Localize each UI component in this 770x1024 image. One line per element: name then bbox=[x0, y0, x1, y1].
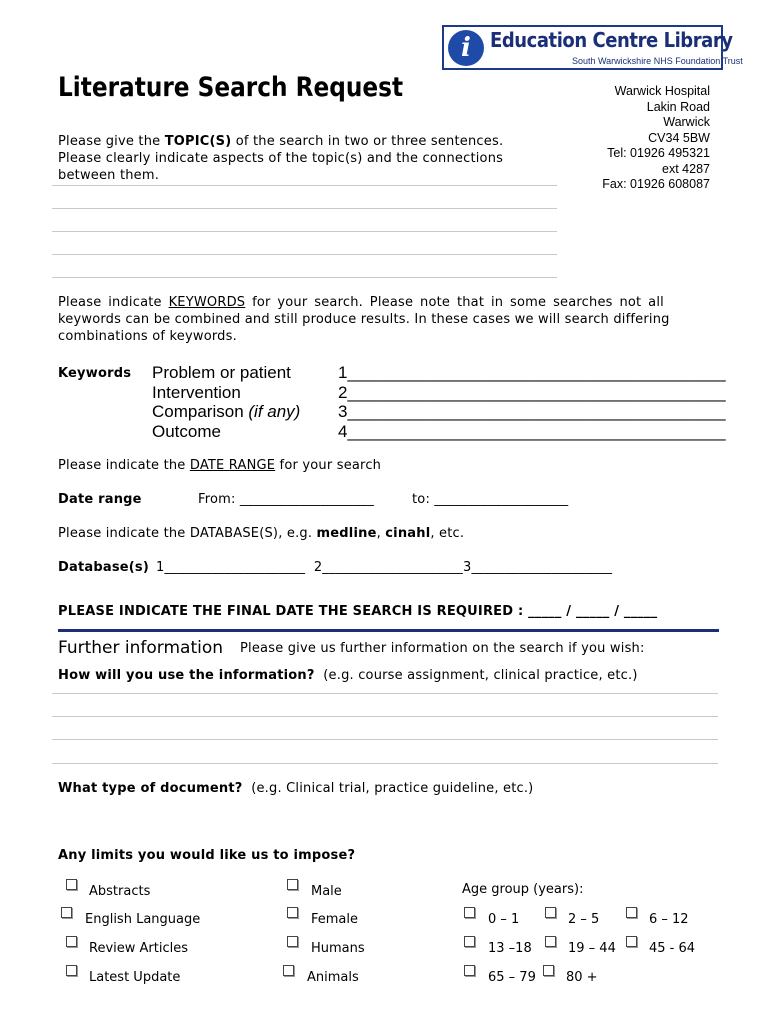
topic-keyword: TOPIC(S) bbox=[164, 134, 232, 149]
topic-instruction-line2: Please clearly indicate aspects of the topic(s) and the connections bbox=[58, 151, 504, 166]
checkbox-label: 19 – 44 bbox=[568, 941, 616, 956]
keyword-entry-field[interactable]: 2________________________________________ bbox=[338, 382, 726, 402]
keyword-category: Intervention bbox=[152, 382, 241, 402]
section-divider bbox=[58, 629, 719, 632]
age-group-label: Age group (years): bbox=[462, 882, 584, 897]
keyword-category: Comparison (if any) bbox=[152, 402, 301, 421]
age-0-1-checkbox[interactable] bbox=[464, 907, 475, 918]
document-question: What type of document? (e.g. Clinical trial, practice guideline, etc.) bbox=[58, 781, 534, 796]
topic-instruction-line3: between them. bbox=[58, 168, 160, 183]
checkbox-label: Abstracts bbox=[89, 884, 151, 899]
database-entry-fields[interactable]: 1_____________________ 2_____________________3_____________________ bbox=[156, 560, 613, 575]
checkbox-label: Male bbox=[311, 884, 342, 899]
logo-subtitle: South Warwickshire NHS Foundation Trust bbox=[572, 56, 743, 66]
male-checkbox[interactable] bbox=[287, 879, 298, 890]
further-info-title: Further information bbox=[58, 638, 224, 658]
checkbox-label: Humans bbox=[311, 941, 365, 956]
keyword-entry-field[interactable]: 1________________________________________ bbox=[338, 363, 726, 382]
keyword-category: Problem or patient bbox=[152, 363, 291, 382]
keyword-category: Outcome bbox=[152, 421, 221, 441]
abstracts-checkbox[interactable] bbox=[66, 879, 77, 890]
keywords-keyword: KEYWORDS bbox=[168, 295, 246, 310]
checkbox-label: Review Articles bbox=[89, 941, 188, 956]
age-6-12-checkbox[interactable] bbox=[626, 907, 637, 918]
address-line: ext 4287 bbox=[662, 161, 710, 176]
further-info-text: Please give us further information on the search if you wish: bbox=[240, 641, 645, 656]
address-line: Lakin Road bbox=[646, 99, 710, 114]
date-range-keyword: DATE RANGE bbox=[189, 458, 276, 473]
topic-answer-line[interactable] bbox=[52, 208, 557, 209]
topic-answer-line[interactable] bbox=[52, 231, 557, 232]
address-line: Warwick Hospital bbox=[614, 84, 710, 98]
limits-question: Any limits you would like us to impose? bbox=[58, 848, 356, 863]
date-from-field[interactable]: From: ____________________ bbox=[198, 492, 374, 507]
address-block bbox=[530, 84, 710, 193]
age-65-79-checkbox[interactable] bbox=[464, 965, 475, 976]
age-19-44-checkbox[interactable] bbox=[545, 936, 556, 947]
date-to-field[interactable]: to: ____________________ bbox=[412, 492, 569, 507]
keyword-category-note: (if any) bbox=[248, 402, 301, 421]
databases-label: Database(s) bbox=[58, 560, 150, 575]
checkbox-label: English Language bbox=[85, 912, 201, 927]
topic-answer-line[interactable] bbox=[52, 185, 557, 186]
keywords-label: Keywords bbox=[58, 366, 132, 381]
keywords-instruction-line1: Please indicate KEYWORDS for your search. Please note that in some searches not all bbox=[58, 295, 664, 310]
latest-update-checkbox[interactable] bbox=[66, 965, 77, 976]
use-answer-line[interactable] bbox=[52, 693, 718, 694]
checkbox-label: 13 –18 bbox=[488, 941, 532, 956]
use-answer-line[interactable] bbox=[52, 763, 718, 764]
checkbox-label: 2 – 5 bbox=[568, 912, 600, 927]
humans-checkbox[interactable] bbox=[287, 936, 298, 947]
logo-mark: i bbox=[461, 33, 471, 63]
age-80-plus-checkbox[interactable] bbox=[543, 965, 554, 976]
use-question: How will you use the information? (e.g. course assignment, clinical practice, etc.) bbox=[58, 668, 638, 683]
database-instruction: Please indicate the DATABASE(S), e.g. medline, cinahl, etc. bbox=[58, 526, 465, 541]
age-45-64-checkbox[interactable] bbox=[626, 936, 637, 947]
address-line: CV34 5BW bbox=[648, 130, 710, 145]
address-line: Fax: 01926 608087 bbox=[602, 177, 710, 191]
female-checkbox[interactable] bbox=[287, 907, 298, 918]
topic-answer-line[interactable] bbox=[52, 277, 557, 278]
checkbox-label: Animals bbox=[307, 970, 359, 985]
keyword-entry-lines bbox=[338, 363, 726, 441]
checkbox-label: Female bbox=[311, 912, 359, 927]
checkbox-label: 65 – 79 bbox=[488, 970, 536, 985]
use-answer-line[interactable] bbox=[52, 739, 718, 740]
keywords-instruction-line3: combinations of keywords. bbox=[58, 329, 237, 344]
date-range-instruction: Please indicate the DATE RANGE for your search bbox=[58, 458, 382, 473]
final-date-field[interactable]: PLEASE INDICATE THE FINAL DATE THE SEARCH IS REQUIRED : _____ / _____ / _____ bbox=[58, 604, 658, 619]
checkbox-label: 6 – 12 bbox=[649, 912, 689, 927]
use-answer-line[interactable] bbox=[52, 716, 718, 717]
age-13-18-checkbox[interactable] bbox=[464, 936, 475, 947]
checkbox-label: 0 – 1 bbox=[488, 912, 520, 927]
checkbox-label: 80 + bbox=[566, 970, 598, 985]
page-title: Literature Search Request bbox=[58, 72, 404, 103]
keyword-categories bbox=[152, 363, 300, 441]
english-language-checkbox[interactable] bbox=[61, 907, 72, 918]
keyword-entry-field[interactable]: 3________________________________________ bbox=[338, 402, 726, 421]
topic-instruction-line1: Please give the TOPIC(S) of the search in two or three sentences. bbox=[58, 134, 504, 149]
age-2-5-checkbox[interactable] bbox=[545, 907, 556, 918]
address-line: Tel: 01926 495321 bbox=[607, 146, 710, 160]
keywords-instruction-line2: keywords can be combined and still produce results. In these cases we will search differing bbox=[58, 312, 670, 327]
logo-title: Education Centre Library bbox=[490, 28, 733, 52]
review-articles-checkbox[interactable] bbox=[66, 936, 77, 947]
topic-answer-line[interactable] bbox=[52, 254, 557, 255]
address-line: Warwick bbox=[663, 115, 710, 129]
date-range-label: Date range bbox=[58, 492, 142, 507]
keyword-entry-field[interactable]: 4________________________________________ bbox=[338, 421, 726, 441]
checkbox-label: 45 - 64 bbox=[649, 941, 696, 956]
animals-checkbox[interactable] bbox=[283, 965, 294, 976]
checkbox-label: Latest Update bbox=[89, 970, 181, 985]
